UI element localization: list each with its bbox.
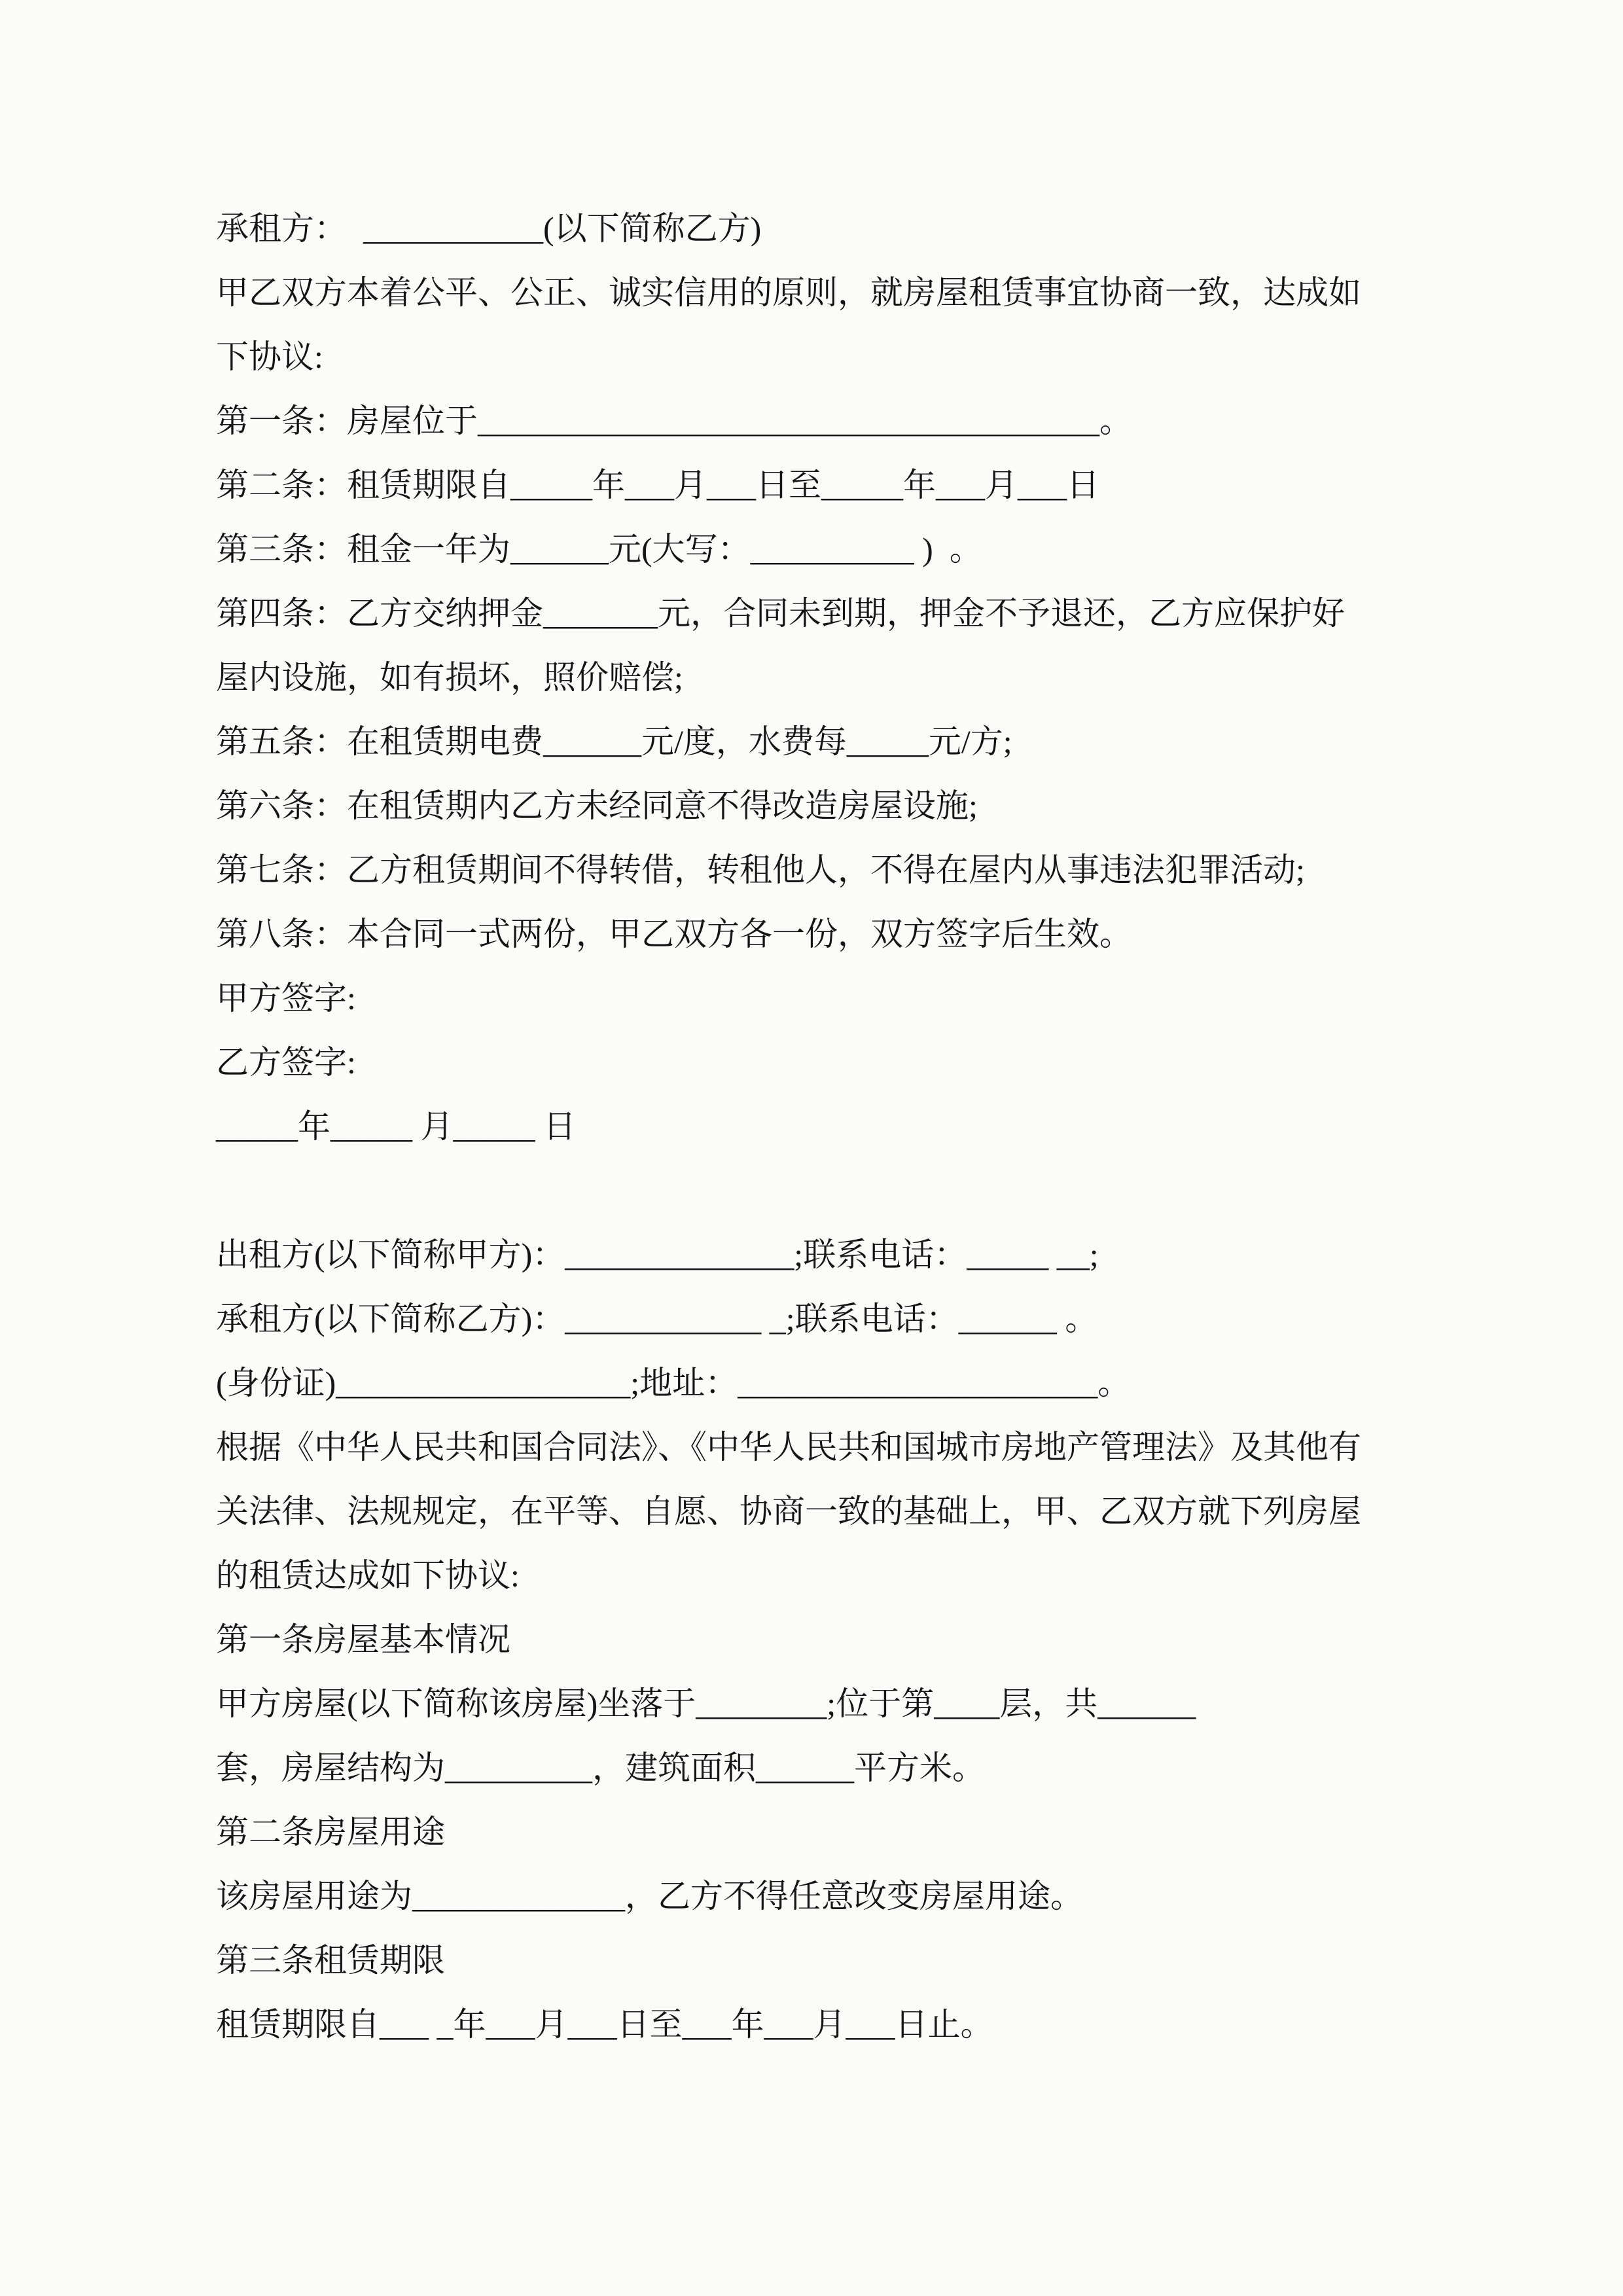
text-line: 承租方(以下简称乙方)：____________ _;联系电话：______ 。 xyxy=(216,1300,1098,1337)
text-line: 出租方(以下简称甲方)：______________;联系电话：_____ __; xyxy=(216,1236,1099,1273)
text-line: 租赁期限自___ _年___月___日至___年___月___日止。 xyxy=(216,2006,993,2043)
text-line: 第四条：乙方交纳押金_______元，合同未到期，押金不予退还，乙方应保护好 xyxy=(216,595,1345,632)
text-line: 该房屋用途为_____________，乙方不得任意改变房屋用途。 xyxy=(216,1878,1083,1914)
text-line: 第五条：在租赁期电费______元/度，水费每_____元/方; xyxy=(216,723,1012,760)
text-line: 甲方签字: xyxy=(216,980,356,1016)
text-line: 甲方房屋(以下简称该房屋)坐落于________;位于第____层，共______ xyxy=(216,1685,1196,1722)
text-line: 乙方签字: xyxy=(216,1044,356,1081)
text-line: 第八条：本合同一式两份，甲乙双方各一份，双方签字后生效。 xyxy=(216,916,1132,952)
text-line: 第三条租赁期限 xyxy=(216,1942,445,1979)
text-line: 第六条：在租赁期内乙方未经同意不得改造房屋设施; xyxy=(216,787,978,824)
text-line: 第二条：租赁期限自_____年___月___日至_____年___月___日 xyxy=(216,467,1099,503)
text-line: 第一条房屋基本情况 xyxy=(216,1621,510,1658)
text-line: 屋内设施，如有损坏，照价赔偿; xyxy=(216,659,683,696)
text-line: 套，房屋结构为_________，建筑面积______平方米。 xyxy=(216,1749,985,1786)
text-line: 关法律、法规规定，在平等、自愿、协商一致的基础上，甲、乙双方就下列房屋 xyxy=(216,1493,1361,1530)
blank-line xyxy=(216,1158,1420,1223)
document-body xyxy=(216,196,1420,2056)
text-line: 第三条：租金一年为______元(大写：__________ ) 。 xyxy=(216,531,982,567)
text-line: 第一条：房屋位于______________________________________。 xyxy=(216,403,1132,439)
text-line: 第二条房屋用途 xyxy=(216,1814,445,1850)
text-line: 根据《中华人民共和国合同法》、《中华人民共和国城市房地产管理法》及其他有 xyxy=(216,1429,1361,1465)
text-line: 的租赁达成如下协议: xyxy=(216,1557,520,1594)
text-line: 第七条：乙方租赁期间不得转借，转租他人，不得在屋内从事违法犯罪活动; xyxy=(216,852,1305,888)
text-line: 承租方： ___________(以下简称乙方) xyxy=(216,210,762,247)
text-line: _____年_____ 月_____ 日 xyxy=(216,1108,576,1145)
text-line: 甲乙双方本着公平、公正、诚实信用的原则，就房屋租赁事宜协商一致，达成如 xyxy=(216,274,1361,311)
text-line: 下协议: xyxy=(216,338,323,375)
text-line: (身份证)__________________;地址：______________________。 xyxy=(216,1365,1131,1401)
